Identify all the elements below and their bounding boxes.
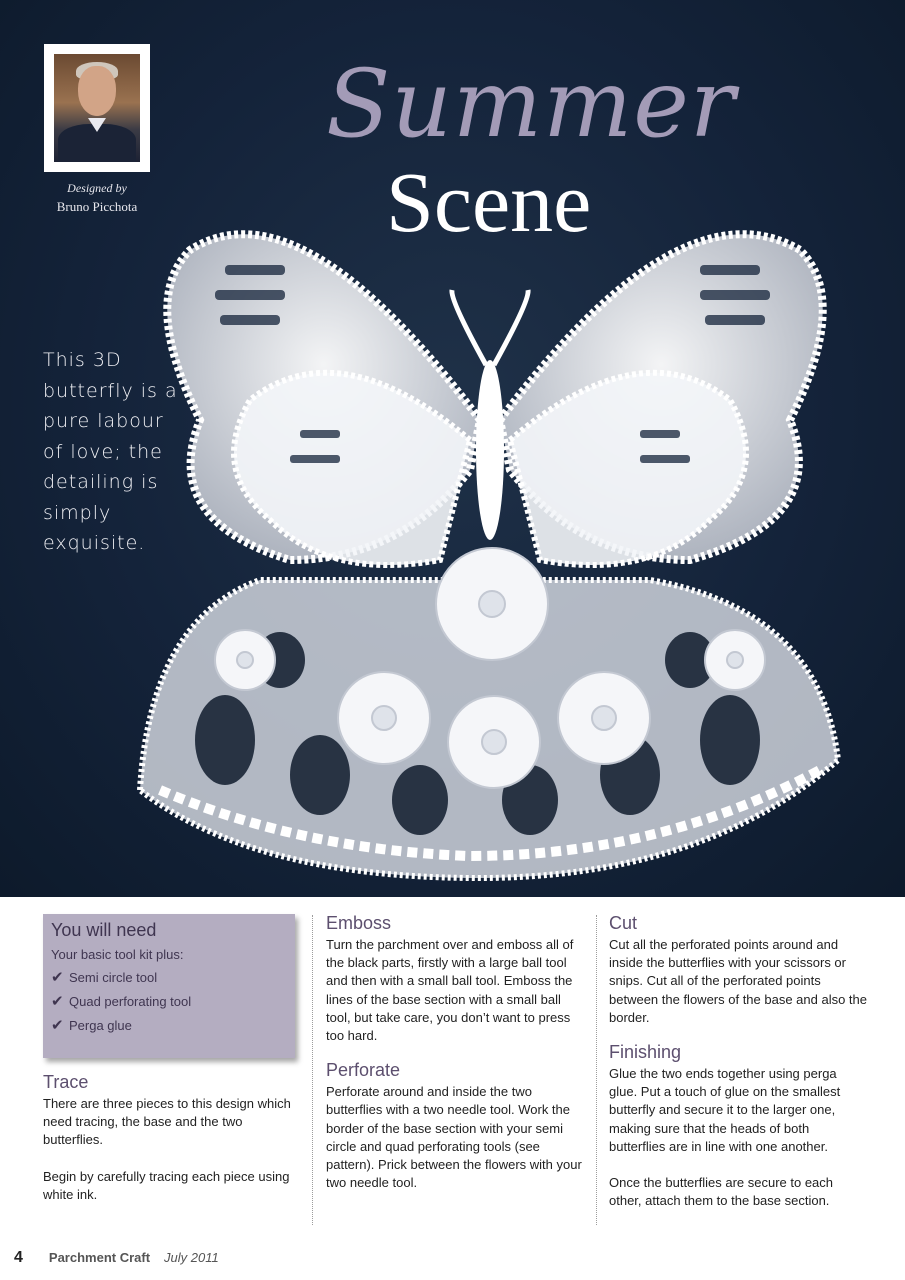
list-item-label: Semi circle tool bbox=[69, 969, 158, 985]
section-heading: Trace bbox=[43, 1072, 89, 1092]
designer-name: Bruno Picchota bbox=[56, 199, 138, 214]
list-item-label: Quad perforating tool bbox=[69, 993, 192, 1009]
page-number: 4 bbox=[14, 1249, 23, 1266]
you-will-need-heading: You will need bbox=[51, 920, 157, 940]
column-divider bbox=[312, 915, 313, 1225]
list-item bbox=[51, 992, 287, 1010]
designer-portrait bbox=[54, 54, 140, 162]
designer-photo bbox=[44, 44, 150, 172]
section-heading: Perforate bbox=[326, 1060, 401, 1081]
section-heading: Emboss bbox=[326, 913, 392, 933]
page-footer bbox=[14, 1249, 219, 1269]
paragraph: Begin by carefully tracing each piece using white ink. bbox=[43, 1168, 290, 1202]
column-divider bbox=[596, 915, 597, 1225]
column-3 bbox=[609, 913, 867, 1210]
paragraph: There are three pieces to this design which need tracing, the base and the two butterflies. bbox=[43, 1096, 291, 1148]
trace-section bbox=[43, 1072, 295, 1204]
list-item-label: Perga glue bbox=[69, 1017, 132, 1033]
intro-text: This 3D butterfly is a pure labour of love; the detailing is simply exquisite. bbox=[43, 349, 178, 554]
title-line-2: Scene bbox=[386, 154, 592, 250]
paragraph: Glue the two ends together using perga glue. Put a touch of glue on the smallest butterfly and secure it to the larger one, making sure that the heads of both butterflies are in line with one another. bbox=[609, 1066, 841, 1154]
title-line-1: Summer bbox=[326, 50, 736, 159]
list-item bbox=[51, 968, 287, 986]
lace-butterfly bbox=[167, 234, 822, 565]
paragraph: Cut all the perforated points around and inside the butterflies with your scissors or snips. Cut all of the perforated points between the flowers of the base and also the border. bbox=[609, 937, 868, 1025]
checkmark-icon: ✔ bbox=[51, 969, 64, 986]
you-will-need-box bbox=[43, 914, 295, 1058]
section-heading: Cut bbox=[609, 913, 638, 933]
paragraph: Once the butterflies are secure to each other, attach them to the base section. bbox=[609, 1175, 834, 1209]
designed-by-label: Designed by bbox=[67, 181, 127, 195]
you-will-need-subtitle: Your basic tool kit plus: bbox=[51, 947, 184, 962]
section-heading: Finishing bbox=[609, 1042, 682, 1063]
checkmark-icon: ✔ bbox=[51, 993, 64, 1010]
paragraph: Perforate around and inside the two butterflies with a two needle tool. Work the border of the base section with your semi circle and quad perforating tools (see pattern). Prick between the flowers with your two needle tool. bbox=[326, 1084, 582, 1191]
issue-date: July 2011 bbox=[164, 1250, 219, 1265]
paragraph: Turn the parchment over and emboss all of the black parts, firstly with a large ball tool and then with a small ball tool. Emboss the lines of the base section with a small ball tool, but take care, you don’t want to press too hard. bbox=[326, 937, 574, 1044]
checkmark-icon: ✔ bbox=[51, 1017, 64, 1034]
magazine-name: Parchment Craft bbox=[48, 1250, 151, 1265]
column-2 bbox=[326, 913, 584, 1192]
list-item bbox=[51, 1016, 287, 1034]
